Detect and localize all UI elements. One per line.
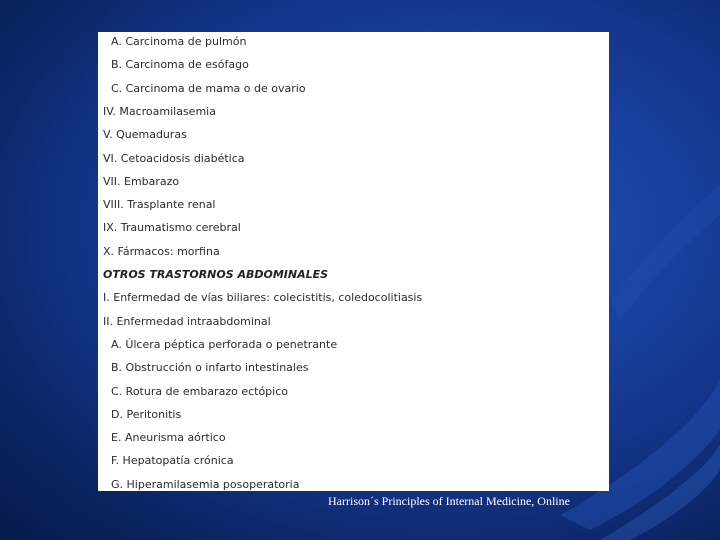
list-item: IV. Macroamilasemia xyxy=(103,104,216,118)
list-item: D. Peritonitis xyxy=(111,407,182,421)
list-item: I. Enfermedad de vías biliares: colecistitis, coledocolitiasis xyxy=(103,291,423,305)
list-item: VII. Embarazo xyxy=(103,174,180,188)
list-item: IX. Traumatismo cerebral xyxy=(103,221,241,235)
list-item: C. Carcinoma de mama o de ovario xyxy=(111,81,306,95)
list-item: B. Obstrucción o infarto intestinales xyxy=(111,361,309,375)
slide-image-panel xyxy=(98,32,609,491)
list-item: VIII. Trasplante renal xyxy=(103,198,216,212)
source-caption: Harrison´s Principles of Internal Medicine, Online xyxy=(328,494,570,508)
list-item: V. Quemaduras xyxy=(103,128,187,142)
list-item: VI. Cetoacidosis diabética xyxy=(103,151,245,165)
list-item: F. Hepatopatía crónica xyxy=(111,454,234,468)
list-item: E. Aneurisma aórtico xyxy=(111,431,226,445)
list-item: A. Carcinoma de pulmón xyxy=(111,35,247,48)
list-item: G. Hiperamilasemia posoperatoria xyxy=(111,477,300,491)
list-item: X. Fármacos: morfina xyxy=(103,244,220,258)
list-item: II. Enfermedad intraabdominal xyxy=(103,314,271,328)
list-item: B. Carcinoma de esófago xyxy=(111,58,249,72)
section-heading: OTROS TRASTORNOS ABDOMINALES xyxy=(103,268,329,281)
list-item: C. Rotura de embarazo ectópico xyxy=(111,384,288,398)
list-item: A. Úlcera péptica perforada o penetrante xyxy=(111,337,338,351)
